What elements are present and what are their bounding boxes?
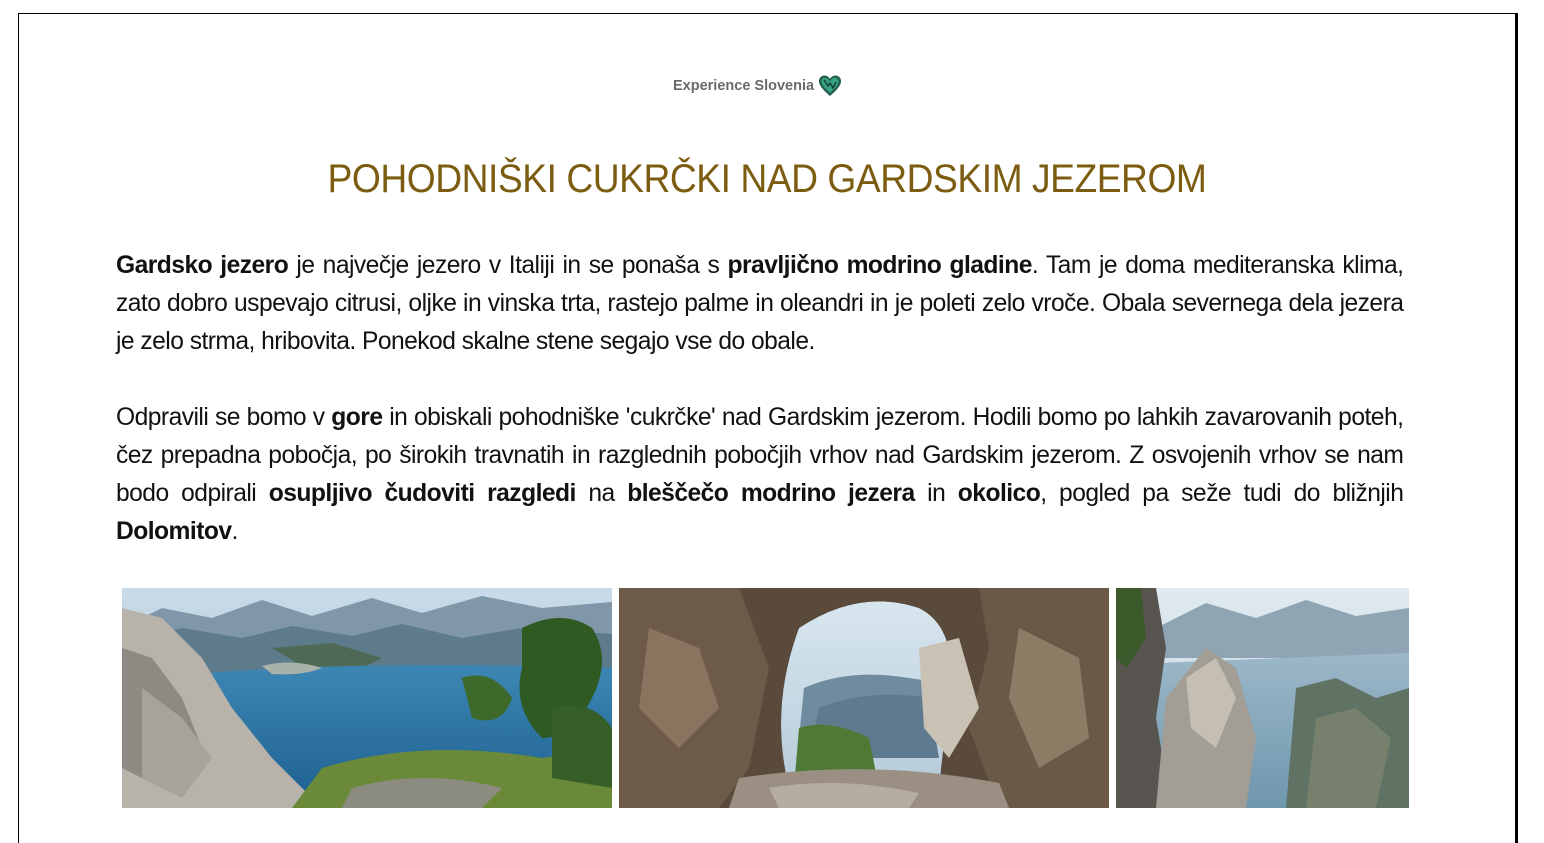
paragraph-intro: [116, 246, 1403, 360]
paragraph-program: [116, 398, 1403, 550]
bold-text: bleščečo modrino jezera: [627, 479, 915, 507]
text-span: in: [914, 479, 958, 507]
document-page: [18, 13, 1518, 843]
bold-text: okolico: [957, 479, 1041, 507]
text-span: . Tam je doma mediteranska klima, zato dobro uspevajo citrusi, oljke in vinska trta, rastejo palme in oleandri in je poleti zelo vroče. Obala severnega dela jezera je zelo strma, hribovita. Ponekod skalne stene segajo vse do obale.: [116, 251, 1404, 355]
bold-text: gore: [331, 403, 383, 431]
logo-text: Experience Slovenia: [673, 78, 815, 94]
text-span: in obiskali pohodniške 'cukrčke' nad Gardskim jezerom. Hodili bomo po lahkih zavarovanih poteh, čez prepadna pobočja, po širokih travnatih in razglednih pobočjih vrhov nad Gardskim jezerom. Z osvojenih vrhov se nam bodo odpirali: [116, 403, 1404, 507]
bold-text: pravljično modrino gladine: [727, 251, 1032, 279]
bold-text: Dolomitov: [116, 517, 232, 545]
photo-cave-view: [619, 588, 1109, 808]
text-span: , pogled pa seže tudi do bližnjih: [1040, 479, 1404, 507]
text-span: na: [575, 479, 628, 507]
photo-rock-pinnacle: [1116, 588, 1409, 808]
bold-text: osupljivo čudoviti razgledi: [268, 479, 576, 507]
text-span: je največje jezero v Italiji in se ponaša s: [288, 251, 728, 279]
document-title: POHODNIŠKI CUKRČKI NAD GARDSKIM JEZEROM: [327, 157, 1207, 201]
brand-logo: [673, 74, 842, 98]
text-span: Odpravili se bomo v: [116, 403, 332, 431]
bold-text: Gardsko jezero: [116, 251, 289, 279]
heart-icon: [818, 74, 842, 98]
photo-lake-panorama: [122, 588, 612, 808]
text-span: .: [231, 517, 238, 545]
